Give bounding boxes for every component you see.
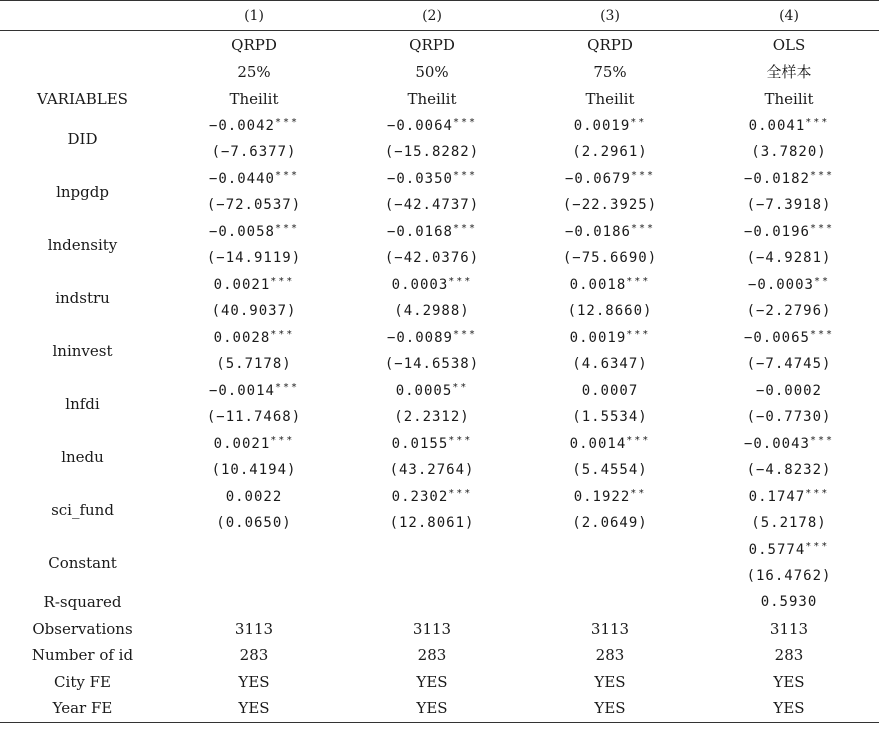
t-statistic-cell: (−75.6690) <box>562 249 658 266</box>
significance-stars: *** <box>809 169 835 181</box>
coefficient-cell <box>165 165 343 191</box>
t-statistic-cell: (2.0649) <box>572 514 648 531</box>
t-statistic-cell: (−2.2796) <box>746 302 832 319</box>
stat-value: 283 <box>239 646 269 665</box>
t-statistic-cell: (5.4554) <box>572 461 648 478</box>
coefficient-value: 0.0019 <box>573 117 631 134</box>
stat-value: YES <box>773 672 805 691</box>
coefficient-value: 0.1922 <box>573 488 631 505</box>
corner-cell <box>0 1 165 31</box>
coefficient-cell <box>521 536 699 562</box>
stat-value: 3113 <box>769 619 809 638</box>
stat-value: 0.5930 <box>760 594 818 611</box>
significance-stars: *** <box>452 169 478 181</box>
coefficient-cell <box>699 271 879 297</box>
significance-stars: *** <box>274 222 300 234</box>
stat-value: YES <box>699 695 879 722</box>
table-body <box>0 1 879 723</box>
coefficient-cell <box>343 165 521 191</box>
significance-stars: ** <box>452 381 469 393</box>
stat-value: 283 <box>417 646 447 665</box>
coefficient-value: 0.5774 <box>748 541 806 558</box>
t-statistic-cell: (16.4762) <box>746 567 832 584</box>
stat-name: City FE <box>54 672 111 691</box>
coefficient-value: 0.0028 <box>213 329 271 346</box>
variable-name: sci_fund <box>51 500 114 519</box>
coefficient-value: 0.0021 <box>213 435 271 452</box>
coefficient-value: −0.0014 <box>208 382 275 399</box>
coefficient-row <box>0 112 879 138</box>
t-statistic-cell: (40.9037) <box>211 302 297 319</box>
significance-stars: ** <box>813 275 831 287</box>
significance-stars: *** <box>274 169 300 181</box>
t-statistic-cell: (−7.6377) <box>211 143 297 160</box>
sample-label: 75% <box>593 62 627 81</box>
t-statistic-cell: (−0.7730) <box>746 408 832 425</box>
coefficient-value: −0.0089 <box>386 329 453 346</box>
significance-stars: *** <box>809 222 835 234</box>
dependent-variable: Theilit <box>585 89 635 108</box>
sample-label: 25% <box>237 62 271 81</box>
dependent-variable: Theilit <box>407 89 457 108</box>
stat-value: YES <box>521 695 699 722</box>
coefficient-cell <box>699 165 879 191</box>
stat-name: Observations <box>32 619 133 638</box>
coefficient-cell <box>343 324 521 350</box>
stat-value <box>165 589 343 616</box>
t-statistic-cell: (12.8061) <box>389 514 475 531</box>
coefficient-value: 0.1747 <box>748 488 806 505</box>
stat-value <box>521 589 699 616</box>
coefficient-row <box>0 377 879 403</box>
coefficient-cell <box>343 112 521 138</box>
significance-stars: *** <box>452 328 478 340</box>
variable-name: Constant <box>48 553 117 572</box>
variable-name: lnedu <box>61 447 104 466</box>
stat-value: YES <box>416 672 448 691</box>
sample-label: 50% <box>415 62 449 81</box>
t-statistic-cell: (5.2178) <box>751 514 827 531</box>
coefficient-row <box>0 483 879 509</box>
coefficient-value: 0.0021 <box>213 276 271 293</box>
significance-stars: *** <box>448 487 473 499</box>
significance-stars: ** <box>630 487 647 499</box>
coefficient-cell <box>699 483 879 509</box>
t-statistic-cell: (5.7178) <box>216 355 292 372</box>
t-statistic-cell: (−11.7468) <box>206 408 302 425</box>
variable-name: lnfdi <box>65 394 100 413</box>
coefficient-value: 0.0014 <box>569 435 627 452</box>
significance-stars: *** <box>274 381 300 393</box>
coefficient-value: 0.0005 <box>395 382 453 399</box>
stat-value: YES <box>165 695 343 722</box>
coefficient-value: −0.0196 <box>743 223 810 240</box>
variable-name: lninvest <box>52 341 113 360</box>
method-label: QRPD <box>409 35 455 54</box>
stat-value <box>343 589 521 616</box>
variable-name: DID <box>67 129 98 148</box>
coefficient-value: 0.0155 <box>391 435 449 452</box>
coefficient-cell <box>521 324 699 350</box>
stat-value: 283 <box>774 646 804 665</box>
t-statistic-cell: (3.7820) <box>751 143 827 160</box>
dependent-variable: Theilit <box>764 89 814 108</box>
column-number: (1) <box>165 1 343 31</box>
t-statistic-cell: (12.8660) <box>567 302 653 319</box>
coefficient-cell <box>699 218 879 244</box>
t-statistic-cell: (4.6347) <box>572 355 648 372</box>
dependent-variable: Theilit <box>229 89 279 108</box>
coefficient-value: −0.0065 <box>743 329 810 346</box>
significance-stars: *** <box>270 275 295 287</box>
t-statistic-cell: (0.0650) <box>216 514 292 531</box>
coefficient-cell <box>521 483 699 509</box>
coefficient-cell <box>343 271 521 297</box>
significance-stars: *** <box>452 116 478 128</box>
t-statistic-cell: (43.2764) <box>389 461 475 478</box>
significance-stars: *** <box>809 328 835 340</box>
coefficient-cell <box>521 430 699 456</box>
coefficient-value: −0.0064 <box>386 117 453 134</box>
coefficient-cell <box>165 430 343 456</box>
stat-name: Number of id <box>31 646 134 665</box>
sample-label: 全样本 <box>766 63 812 81</box>
variable-name: lnpgdp <box>56 182 109 201</box>
coefficient-cell <box>343 218 521 244</box>
stat-value: 283 <box>595 646 625 665</box>
coefficient-cell <box>699 430 879 456</box>
t-statistic-cell: (−7.3918) <box>746 196 832 213</box>
coefficient-value: 0.2302 <box>391 488 449 505</box>
significance-stars: *** <box>805 487 830 499</box>
significance-stars: *** <box>448 434 473 446</box>
coefficient-cell <box>165 324 343 350</box>
significance-stars: *** <box>805 116 830 128</box>
coefficient-cell <box>521 165 699 191</box>
column-number: (4) <box>699 1 879 31</box>
coefficient-value: −0.0186 <box>564 223 631 240</box>
column-number: (3) <box>521 1 699 31</box>
t-statistic-cell: (−42.0376) <box>384 249 480 266</box>
coefficient-value: −0.0182 <box>743 170 810 187</box>
coefficient-value: −0.0042 <box>208 117 275 134</box>
t-statistic-cell: (−14.6538) <box>384 355 480 372</box>
t-statistic-cell: (−4.9281) <box>746 249 832 266</box>
method-label: QRPD <box>587 35 633 54</box>
significance-stars: *** <box>270 328 295 340</box>
significance-stars: *** <box>809 434 835 446</box>
coefficient-cell <box>521 377 699 403</box>
stat-value: 3113 <box>234 619 274 638</box>
method-label: QRPD <box>231 35 277 54</box>
t-statistic-cell: (2.2961) <box>572 143 648 160</box>
significance-stars: *** <box>805 540 830 552</box>
coefficient-cell <box>699 112 879 138</box>
t-statistic-cell: (−15.8282) <box>384 143 480 160</box>
coefficient-value: −0.0058 <box>208 223 275 240</box>
significance-stars: *** <box>630 222 656 234</box>
coefficient-row <box>0 430 879 456</box>
dependent-variable-row <box>0 85 879 112</box>
stat-value: 3113 <box>412 619 452 638</box>
variable-name: lndensity <box>47 235 118 254</box>
significance-stars: *** <box>630 169 656 181</box>
t-statistic-cell: (4.2988) <box>394 302 470 319</box>
summary-stat-row <box>0 642 879 669</box>
t-statistic-cell: (−22.3925) <box>562 196 658 213</box>
coefficient-cell <box>343 536 521 562</box>
coefficient-row <box>0 324 879 350</box>
coefficient-value: −0.0350 <box>386 170 453 187</box>
significance-stars: *** <box>626 275 651 287</box>
t-statistic-cell: (−72.0537) <box>206 196 302 213</box>
coefficient-value: 0.0019 <box>569 329 627 346</box>
stat-value: YES <box>594 672 626 691</box>
coefficient-value: −0.0002 <box>755 382 822 399</box>
method-row <box>0 31 879 59</box>
t-statistic-cell <box>343 562 521 589</box>
coefficient-value: 0.0041 <box>748 117 806 134</box>
coefficient-cell <box>165 218 343 244</box>
stat-value: YES <box>343 695 521 722</box>
coefficient-cell <box>521 271 699 297</box>
coefficient-cell <box>165 536 343 562</box>
coefficient-cell <box>699 536 879 562</box>
t-statistic-cell: (10.4194) <box>211 461 297 478</box>
significance-stars: *** <box>448 275 473 287</box>
coefficient-cell <box>165 271 343 297</box>
column-number: (2) <box>343 1 521 31</box>
coefficient-row <box>0 165 879 191</box>
variable-name: indstru <box>55 288 110 307</box>
coefficient-cell <box>165 112 343 138</box>
stat-value: YES <box>238 672 270 691</box>
coefficient-cell <box>343 430 521 456</box>
t-statistic-cell: (2.2312) <box>394 408 470 425</box>
t-statistic-cell: (−7.4745) <box>746 355 832 372</box>
t-statistic-cell <box>165 562 343 589</box>
coefficient-cell <box>165 377 343 403</box>
coefficient-row <box>0 536 879 562</box>
significance-stars: *** <box>270 434 295 446</box>
significance-stars: *** <box>626 434 651 446</box>
t-statistic-cell: (−4.8232) <box>746 461 832 478</box>
summary-stat-row <box>0 695 879 722</box>
coefficient-value: −0.0440 <box>208 170 275 187</box>
stat-name: R-squared <box>43 593 122 612</box>
coefficient-value: 0.0007 <box>581 382 639 399</box>
summary-stat-row <box>0 589 879 616</box>
variables-label: VARIABLES <box>37 89 128 108</box>
significance-stars: ** <box>630 116 647 128</box>
coefficient-value: −0.0003 <box>747 276 814 293</box>
coefficient-row <box>0 271 879 297</box>
coefficient-value: −0.0679 <box>564 170 631 187</box>
summary-stat-row <box>0 669 879 696</box>
coefficient-value: 0.0018 <box>569 276 627 293</box>
t-statistic-cell <box>521 562 699 589</box>
summary-stat-row <box>0 616 879 643</box>
coefficient-cell <box>699 377 879 403</box>
sample-row <box>0 58 879 85</box>
stat-value: 3113 <box>590 619 630 638</box>
method-label: OLS <box>772 35 806 54</box>
coefficient-cell <box>521 218 699 244</box>
coefficient-cell <box>343 377 521 403</box>
coefficient-row <box>0 218 879 244</box>
coefficient-value: 0.0003 <box>391 276 449 293</box>
stat-name: Year FE <box>0 695 165 722</box>
coefficient-value: −0.0043 <box>743 435 810 452</box>
t-statistic-cell: (−42.4737) <box>384 196 480 213</box>
significance-stars: *** <box>452 222 478 234</box>
coefficient-cell <box>699 324 879 350</box>
coefficient-value: −0.0168 <box>386 223 453 240</box>
t-statistic-cell: (1.5534) <box>572 408 648 425</box>
coefficient-cell <box>165 483 343 509</box>
significance-stars: *** <box>274 116 300 128</box>
t-statistic-cell: (−14.9119) <box>206 249 302 266</box>
coefficient-cell <box>343 483 521 509</box>
coefficient-value: 0.0022 <box>225 488 283 505</box>
coefficient-cell <box>521 112 699 138</box>
significance-stars: *** <box>626 328 651 340</box>
column-number-row <box>0 1 879 31</box>
